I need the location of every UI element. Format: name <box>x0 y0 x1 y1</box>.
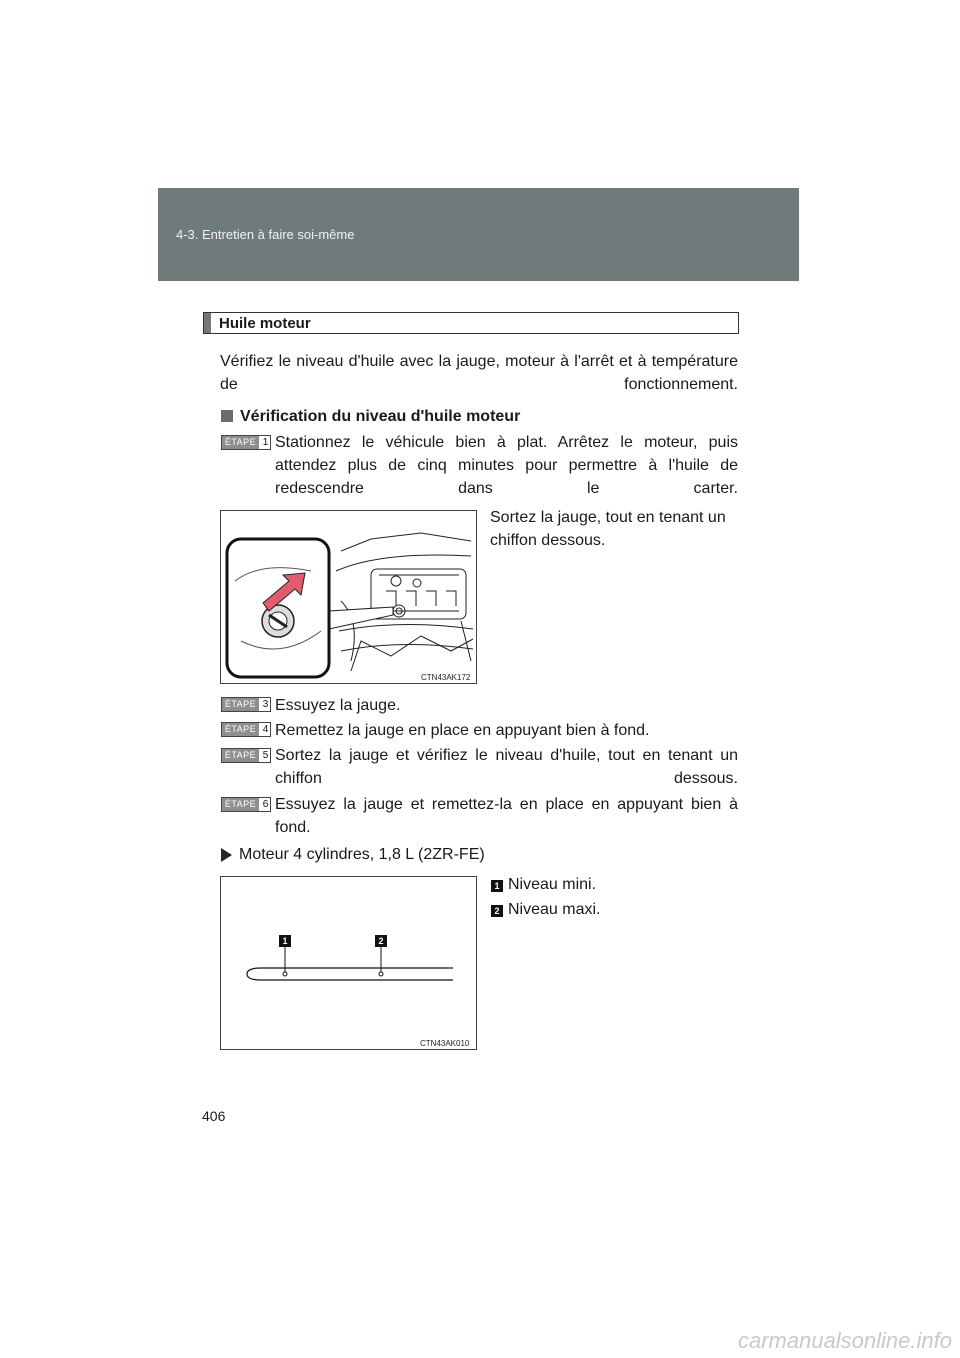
section-heading <box>203 312 739 334</box>
engine-variant: Moteur 4 cylindres, 1,8 L (2ZR-FE) <box>239 846 485 863</box>
figure-code: CTN43AK172 <box>421 673 471 682</box>
chapter-heading: 4-3. Entretien à faire soi-même <box>176 227 355 242</box>
legend-number-2: 2 <box>491 905 503 917</box>
section-marker <box>204 313 211 333</box>
step-number: 1 <box>262 437 269 448</box>
subsection-title: Vérification du niveau d'huile moteur <box>240 408 521 425</box>
max-level-marker: 2 <box>375 935 387 947</box>
engine-illustration <box>221 511 476 683</box>
step-label: ÉTAPE <box>222 698 259 711</box>
dipstick-illustration <box>221 877 476 1049</box>
step-2-text: Sortez la jauge, tout en tenant un chiffon dessous. <box>490 509 726 549</box>
section-title: Huile moteur <box>219 315 311 332</box>
watermark: carmanualsonline.info <box>737 1328 952 1353</box>
step-label: ÉTAPE <box>222 436 259 449</box>
intro-paragraph: Vérifiez le niveau d'huile avec la jauge, moteur à l'arrêt et à température de fonctionnement. <box>220 353 738 393</box>
legend-number-1: 1 <box>491 880 503 892</box>
step-tag-1 <box>221 435 271 450</box>
step-1-text: Stationnez le véhicule bien à plat. Arrêtez le moteur, puis attendez plus de cinq minutes pour permettre à l'huile de redescendre dans le carter. <box>275 434 738 497</box>
header-band <box>158 188 799 281</box>
dipstick-levels-figure <box>220 876 477 1050</box>
figure-code: CTN43AK010 <box>420 1039 470 1048</box>
step-3-text: Essuyez la jauge. <box>275 697 401 714</box>
step-tag-3 <box>221 697 271 712</box>
step-4-text: Remettez la jauge en place en appuyant bien à fond. <box>275 722 650 739</box>
legend-label-min: Niveau mini. <box>508 876 597 893</box>
triangle-bullet-icon <box>221 848 232 862</box>
step-tag-6 <box>221 797 271 812</box>
page-number: 406 <box>202 1108 226 1124</box>
step-number: 6 <box>262 799 269 810</box>
step-6-text: Essuyez la jauge et remettez-la en place en appuyant bien à fond. <box>275 796 738 836</box>
step-number: 5 <box>262 750 269 761</box>
square-bullet-icon <box>221 410 233 422</box>
min-level-marker: 1 <box>279 935 291 947</box>
legend-label-max: Niveau maxi. <box>508 901 601 918</box>
step-number: 3 <box>262 699 269 710</box>
engine-dipstick-figure <box>220 510 477 684</box>
step-tag-5 <box>221 748 271 763</box>
step-tag-4 <box>221 722 271 737</box>
step-label: ÉTAPE <box>222 749 259 762</box>
step-number: 4 <box>262 724 269 735</box>
step-label: ÉTAPE <box>222 798 259 811</box>
step-5-text: Sortez la jauge et vérifiez le niveau d'huile, tout en tenant un chiffon dessous. <box>275 747 738 787</box>
step-label: ÉTAPE <box>222 723 259 736</box>
